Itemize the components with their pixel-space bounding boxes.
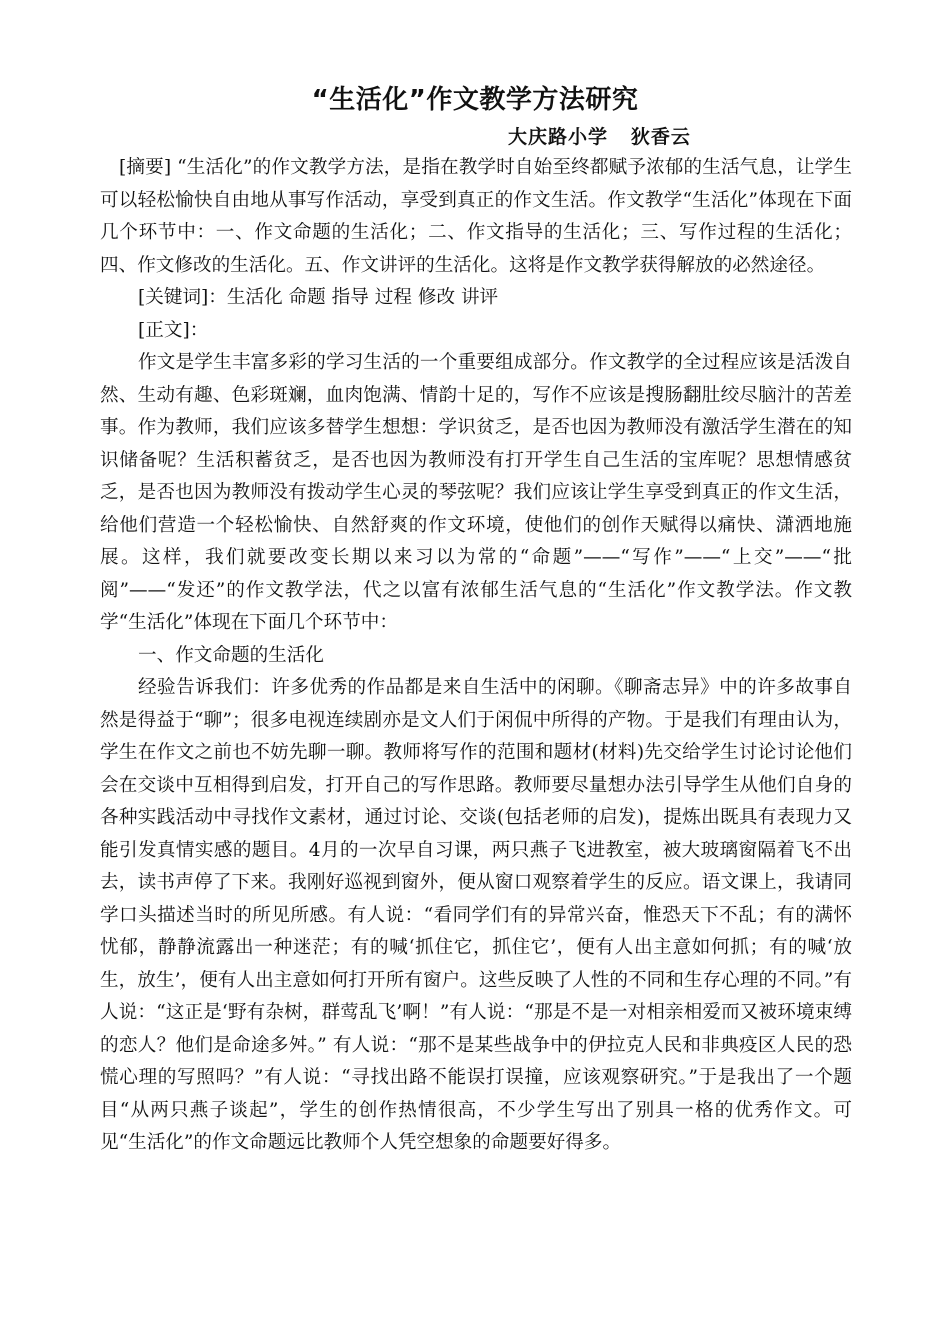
body-label: [正文]：: [138, 319, 209, 341]
document-body: [100, 152, 852, 1160]
section-heading: 一、作文命题的生活化: [138, 644, 324, 666]
author-line: 大庆路小学 狄香云: [508, 126, 691, 148]
document-title: “生活化”作文教学方法研究: [311, 85, 639, 115]
section-paragraph: 经验告诉我们：许多优秀的作品都是来自生活中的闲聊。《聊斋志异》中的许多故事自然是得益于“聊”；很多电视连续剧亦是文人们于闲侃中所得的产物。于是我们有理由认为，学生在作文之前也不妨先聊一聊。教师将写作的范围和题材(材料)先交给学生讨论讨论他们会在交谈中互相得到启发，打开自己的写作思路。教师要尽量想办法引导学生从他们自身的各种实践活动中寻找作文素材，通过讨论、交谈(包括老师的启发)，提炼出既具有表现力又能引发真情实感的题目。4月的一次早自习课，两只燕子飞进教室，被大玻璃窗隔着飞不出去，读书声停了下来。我刚好巡视到窗外，便从窗口观察着学生的反应。语文课上，我请同学口头描述当时的所见所感。有人说：“看同学们有的异常兴奋，惟恐天下不乱；有的满怀忧郁，静静流露出一种迷茫；有的喊‘抓住它，抓住它’，便有人出主意如何抓；有的喊‘放生，放生’，便有人出主意如何打开所有窗户。这些反映了人性的不同和生存心理的不同。”有人说：“这正是‘野有杂树，群莺乱飞’啊！”有人说：“那是不是一对相亲相爱而又被环境束缚的恋人？他们是命途多舛。” 有人说：“那不是某些战争中的伊拉克人民和非典疫区人民的恐慌心理的写照吗？”有人说：“寻找出路不能误打误撞，应该观察研究。”于是我出了一个题目“从两只燕子谈起”，学生的创作热情很高，不少学生写出了别具一格的优秀作文。可见“生活化”的作文命题远比教师个人凭空想象的命题要好得多。: [100, 677, 852, 1153]
abstract-paragraph: [摘要] “生活化”的作文教学方法，是指在教学时自始至终都赋予浓郁的生活气息，让学生可以轻松愉快自由地从事写作活动，享受到真正的作文生活。作文教学“生活化”体现在下面几个环节中：一、作文命题的生活化；二、作文指导的生活化；三、写作过程的生活化；四、作文修改的生活化。五、作文讲评的生活化。这将是作文教学获得解放的必然途径。: [100, 157, 852, 276]
intro-paragraph: 作文是学生丰富多彩的学习生活的一个重要组成部分。作文教学的全过程应该是活泼自然、生动有趣、色彩斑斓，血肉饱满、情韵十足的，写作不应该是搜肠翻肚绞尽脑汁的苦差事。作为教师，我们应该多替学生想想：学识贫乏，是否也因为教师没有激活学生潜在的知识储备呢？生活积蓄贫乏，是否也因为教师没有打开学生自己生活的宝库呢？思想情感贫乏，是否也因为教师没有拨动学生心灵的琴弦呢？我们应该让学生享受到真正的作文生活，给他们营造一个轻松愉快、自然舒爽的作文环境，使他们的创作天赋得以痛快、潇洒地施展。这样，我们就要改变长期以来习以为常的“命题”——“写作”——“上交”——“批阅”——“发还”的作文教学法，代之以富有浓郁生活气息的“生活化”作文教学法。作文教学“生活化”体现在下面几个环节中：: [100, 352, 852, 633]
keywords-line: [关键词]：生活化 命题 指导 过程 修改 讲评: [138, 287, 499, 308]
